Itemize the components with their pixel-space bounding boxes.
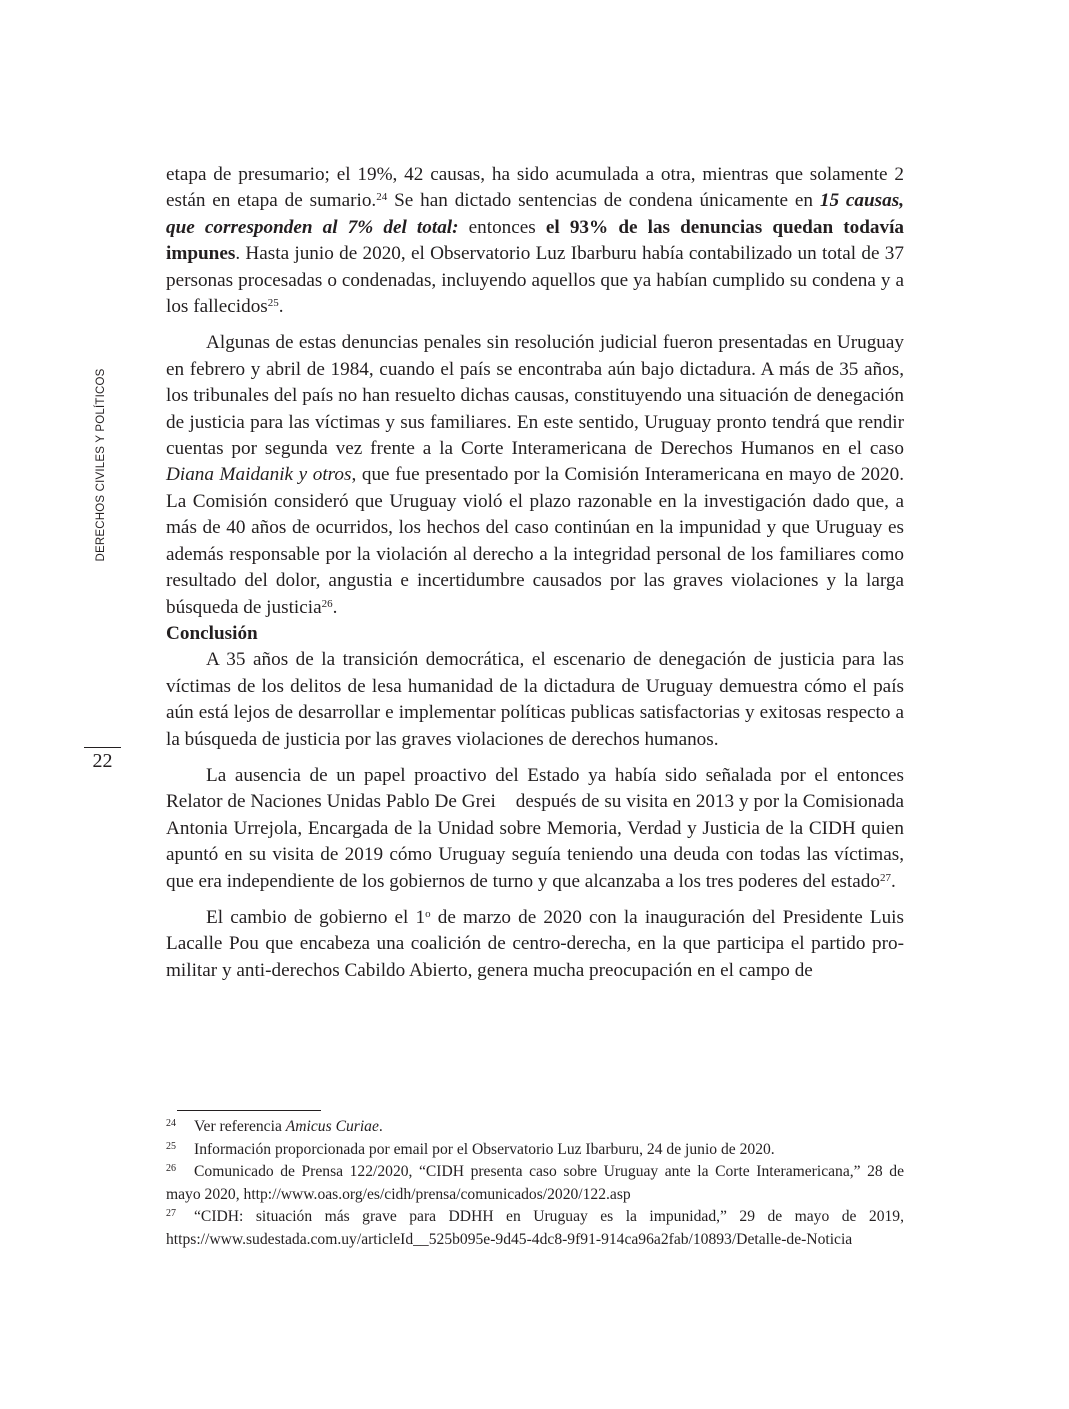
footnote-27: 27 “CIDH: situación más grave para DDHH en Uruguay es la impunidad,” 29 de mayo de 2019, https://www.sudestada.com.uy/articleId__525b095e-9d45-4dc8-9f91-914ca96a2fab/10893/Detalle-de-Noticia — [166, 1208, 904, 1248]
page-number-rule — [84, 747, 121, 748]
footnote-26: 26 Comunicado de Prensa 122/2020, “CIDH presenta caso sobre Uruguay ante la Corte Interamericana,” 28 de mayo 2020, http://www.oas.org/es/cidh/prensa/comunicados/2020/122.asp — [166, 1163, 904, 1203]
paragraph-2: Algunas de estas denuncias penales sin resolución judicial fueron presentadas en Uruguay en febrero y abril de 1984, cuando el país se encontraba aún bajo dictadura. A más de 35 años, los tribunales del país no han resuelto dichas causas, constituyendo una situación de denegación de justicia para las víctimas y sus familiares. En este sentido, Uruguay pronto tendrá que rendir cuentas por segunda vez frente a la Corte Interamericana de Derechos Humanos en el caso Diana Maidanik y otros, que fue presentado por la Comisión Interamericana en mayo de 2020. La Comisión consideró que Uruguay violó el plazo razonable en la investigación dado que, a más de 40 años de ocurridos, los hechos del caso continúan en la impunidad y que Uruguay es además responsable por la violación al derecho a la integridad personal de los familiares como resultado del dolor, angustia e incertidumbre causados por las graves violaciones y la larga búsqueda de justicia$^{26}$. — [166, 332, 905, 618]
footnote-25: 25 Información proporcionada por email por el Observatorio Luz Ibarburu, 24 de junio de 2020. — [166, 1140, 775, 1158]
section-heading: Conclusión — [166, 622, 258, 644]
footnote-ref-27: 27 — [879, 871, 891, 884]
paragraph-3: A 35 años de la transición democrática, el escenario de denegación de justicia para las víctimas de los delitos de lesa humanidad de la dictadura de Uruguay demuestra cómo el país aún está lejos de desarrollar e implementar políticas publicas satisfactorias y exitosas respecto a la búsqueda de justicia por las graves violaciones de derechos humanos. — [166, 649, 904, 750]
page-number: 22 — [92, 750, 113, 772]
footnote-ref-24: 24 — [376, 191, 388, 204]
footnote-rule — [177, 1110, 321, 1111]
footnote-ref-25: 25 — [267, 297, 279, 310]
body-text — [166, 162, 904, 984]
ordinal-marker: o — [425, 907, 431, 920]
footnotes — [166, 1116, 904, 1251]
footnote-ref-26: 26 — [321, 597, 333, 610]
paragraph-4: La ausencia de un papel proactivo del Estado ya había sido señalada por el entonces Relator de Naciones Unidas Pablo De Grei  después de su visita en 2013 y por la Comisionada Antonia Urrejola, Encargada de la Unidad sobre Memoria, Verdad y Justicia de la CIDH quien apuntó en su visita de 2019 cómo Uruguay seguía teniendo una deuda con todas las víctimas, que era independiente de los gobiernos de turno y que alcanzaba a los tres poderes del estado$^{27}$. — [166, 764, 904, 892]
paragraph-5: El cambio de gobierno el 1$^o$ de marzo de 2020 con la inauguración del Presidente Luis Lacalle Pou que encabeza una coalición de centro-derecha, en la que participa el partido pro-militar y anti-derechos Cabildo Abierto, genera mucha preocupación en el campo de — [166, 906, 904, 981]
emphasis-15-causas: 15 causas, que corresponden al 7% del total: — [166, 190, 905, 238]
footnote-24: 24 Ver referencia Amicus Curiae. — [166, 1118, 383, 1135]
running-section-label: DERECHOS CIVILES Y POLÍTICOS — [95, 368, 107, 562]
emphasis-93-percent: el 93% de las denuncias quedan todavía impunes — [166, 216, 904, 265]
case-name: Diana Maidanik y otros — [166, 464, 352, 486]
paragraph-1: etapa de presumario; el 19%, 42 causas, ha sido acumulada a otra, mientras que solamente 2 están en etapa de sumario.$^{24}$ Se han dictado sentencias de condena únicamente en 15 causas, que corresponden al 7% del total: entonces el 93% de las denuncias quedan todavía impunes. Hasta junio de 2020, el Observatorio Luz Ibarburu había contabilizado un total de 37 personas procesadas o condenadas, incluyendo aquellos que ya habían cumplido su condena y a los fallecidos$^{25}$. — [166, 164, 905, 318]
